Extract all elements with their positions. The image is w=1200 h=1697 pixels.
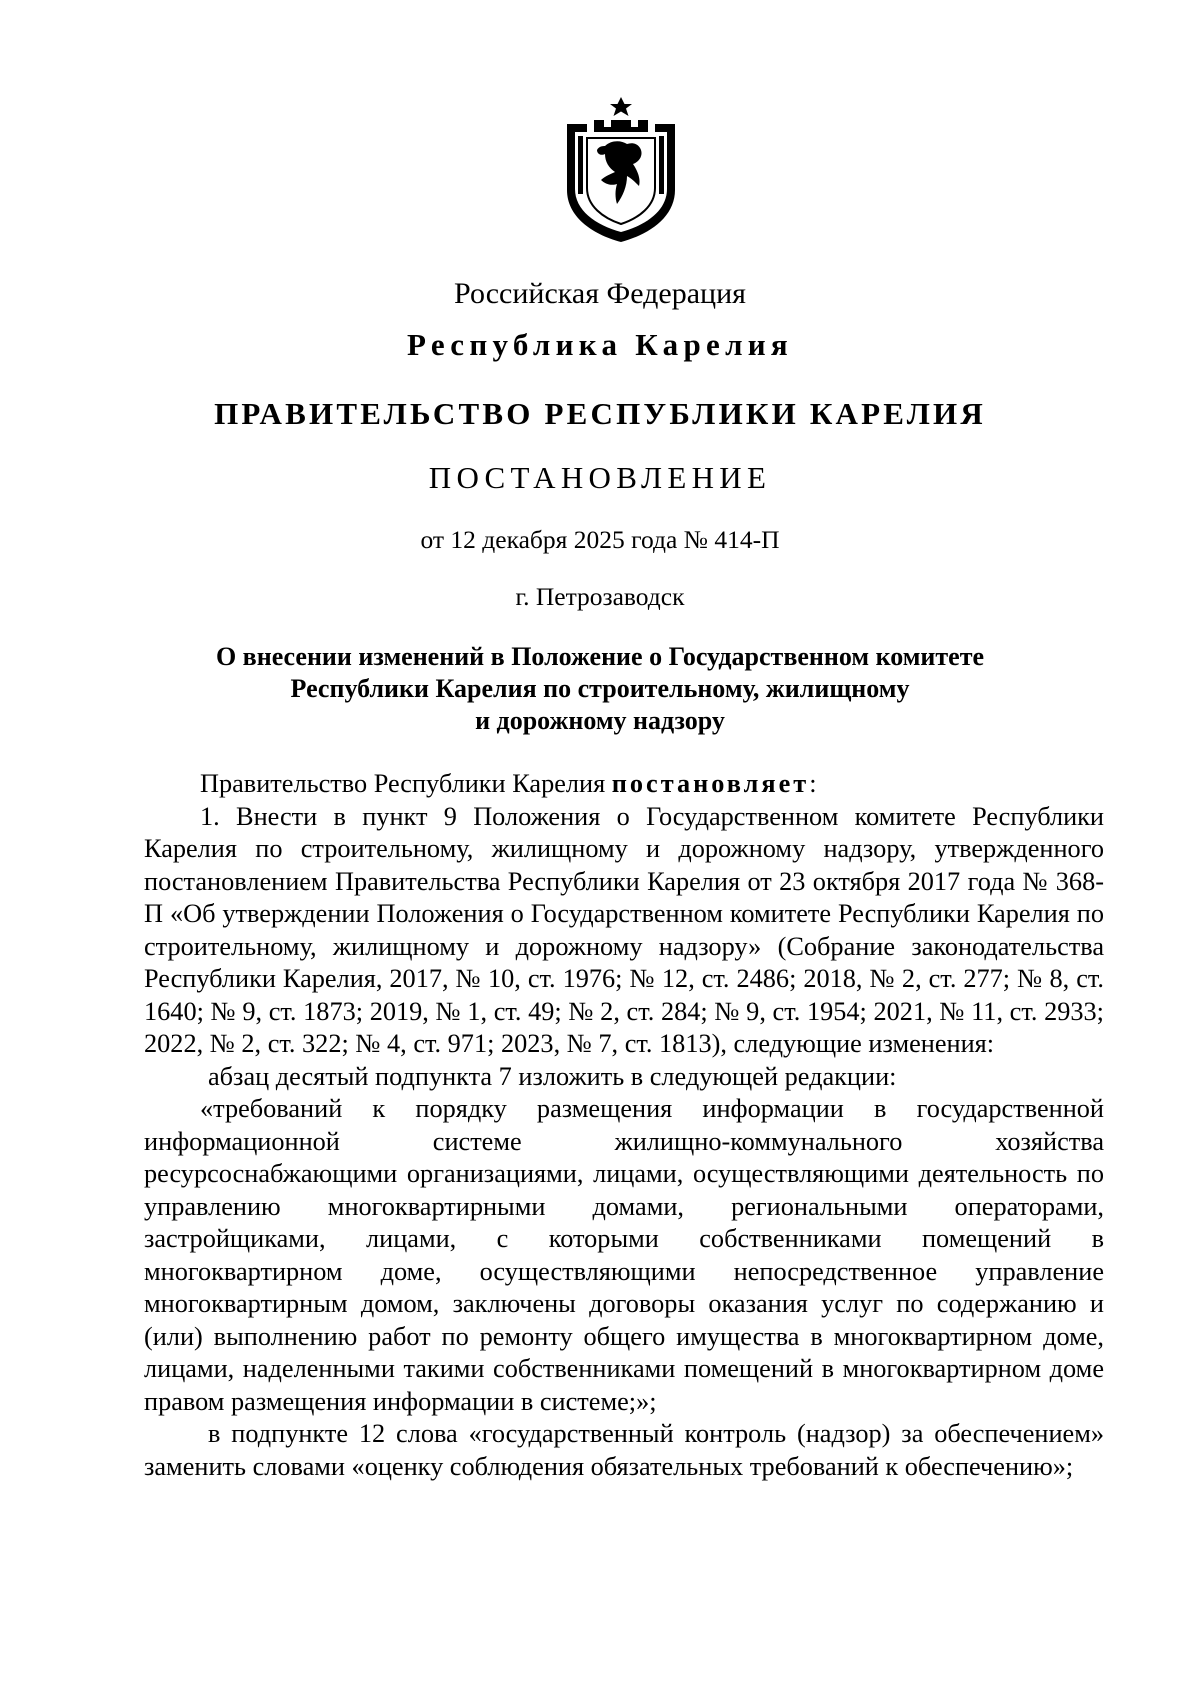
title-line: Республики Карелия по строительному, жилищному: [290, 674, 910, 703]
document-body: [144, 768, 1104, 1483]
paragraph: «требований к порядку размещения информации в государственной информационной системе жилищно-коммунального хозяйства ресурсоснабжающими организациями, лицами, осуществляющими деятельность по управлению многоквартирными домами, региональными операторами, застройщиками, лицами, с которыми собственниками помещений в многоквартирном доме, осуществляющими непосредственное управление многоквартирным домом, заключены договоры оказания услуг по содержанию и (или) выполнению работ по ремонту общего имущества в многоквартирном доме, лицами, наделенными такими собственниками помещений в многоквартирном доме правом размещения информации в системе;»;: [144, 1094, 1104, 1416]
preamble-colon: :: [809, 769, 817, 798]
preamble-verb: постановляет: [611, 769, 810, 798]
government-name: ПРАВИТЕЛЬСТВО РЕСПУБЛИКИ КАРЕЛИЯ: [214, 396, 986, 431]
paragraph: 1. Внести в пункт 9 Положения о Государственном комитете Республики Карелия по строительному, жилищному и дорожному надзору, утвержденного постановлением Правительства Республики Карелия от 23 октября 2017 года № 368-П «Об утверждении Положения о Государственном комитете Республики Карелия по строительному, жилищному и дорожному надзору» (Собрание законодательства Республики Карелия, 2017, № 10, ст. 1976; № 12, ст. 2486; 2018, № 2, ст. 277; № 8, ст. 1640; № 9, ст. 1873; 2019, № 1, ст. 49; № 2, ст. 284; № 9, ст. 1954; 2021, № 11, ст. 2933; 2022, № 2, ст. 322; № 4, ст. 971; 2023, № 7, ст. 1813), следующие изменения:: [144, 801, 1104, 1058]
date-and-number: от 12 декабря 2025 года № 414-П: [420, 525, 780, 554]
preamble: [144, 768, 1104, 801]
title-line: О внесении изменений в Положение о Государственном комитете: [215, 642, 985, 671]
document-type: ПОСТАНОВЛЕНИЕ: [428, 460, 772, 495]
title-line: и дорожному надзору: [475, 706, 725, 735]
coat-of-arms-icon: [561, 94, 681, 244]
country-name: Российская Федерация: [454, 277, 746, 310]
paragraph: абзац десятый подпункта 7 изложить в следующей редакции:: [208, 1061, 897, 1091]
document-title: [0, 641, 1200, 737]
paragraph: в подпункте 12 слова «государственный контроль (надзор) за обеспечением» заменить словами «оценку соблюдения обязательных требований к обеспечению»;: [144, 1419, 1104, 1481]
republic-name: Республика Карелия: [407, 327, 793, 362]
city: г. Петрозаводск: [515, 582, 685, 611]
preamble-text: Правительство Республики Карелия: [200, 769, 612, 798]
